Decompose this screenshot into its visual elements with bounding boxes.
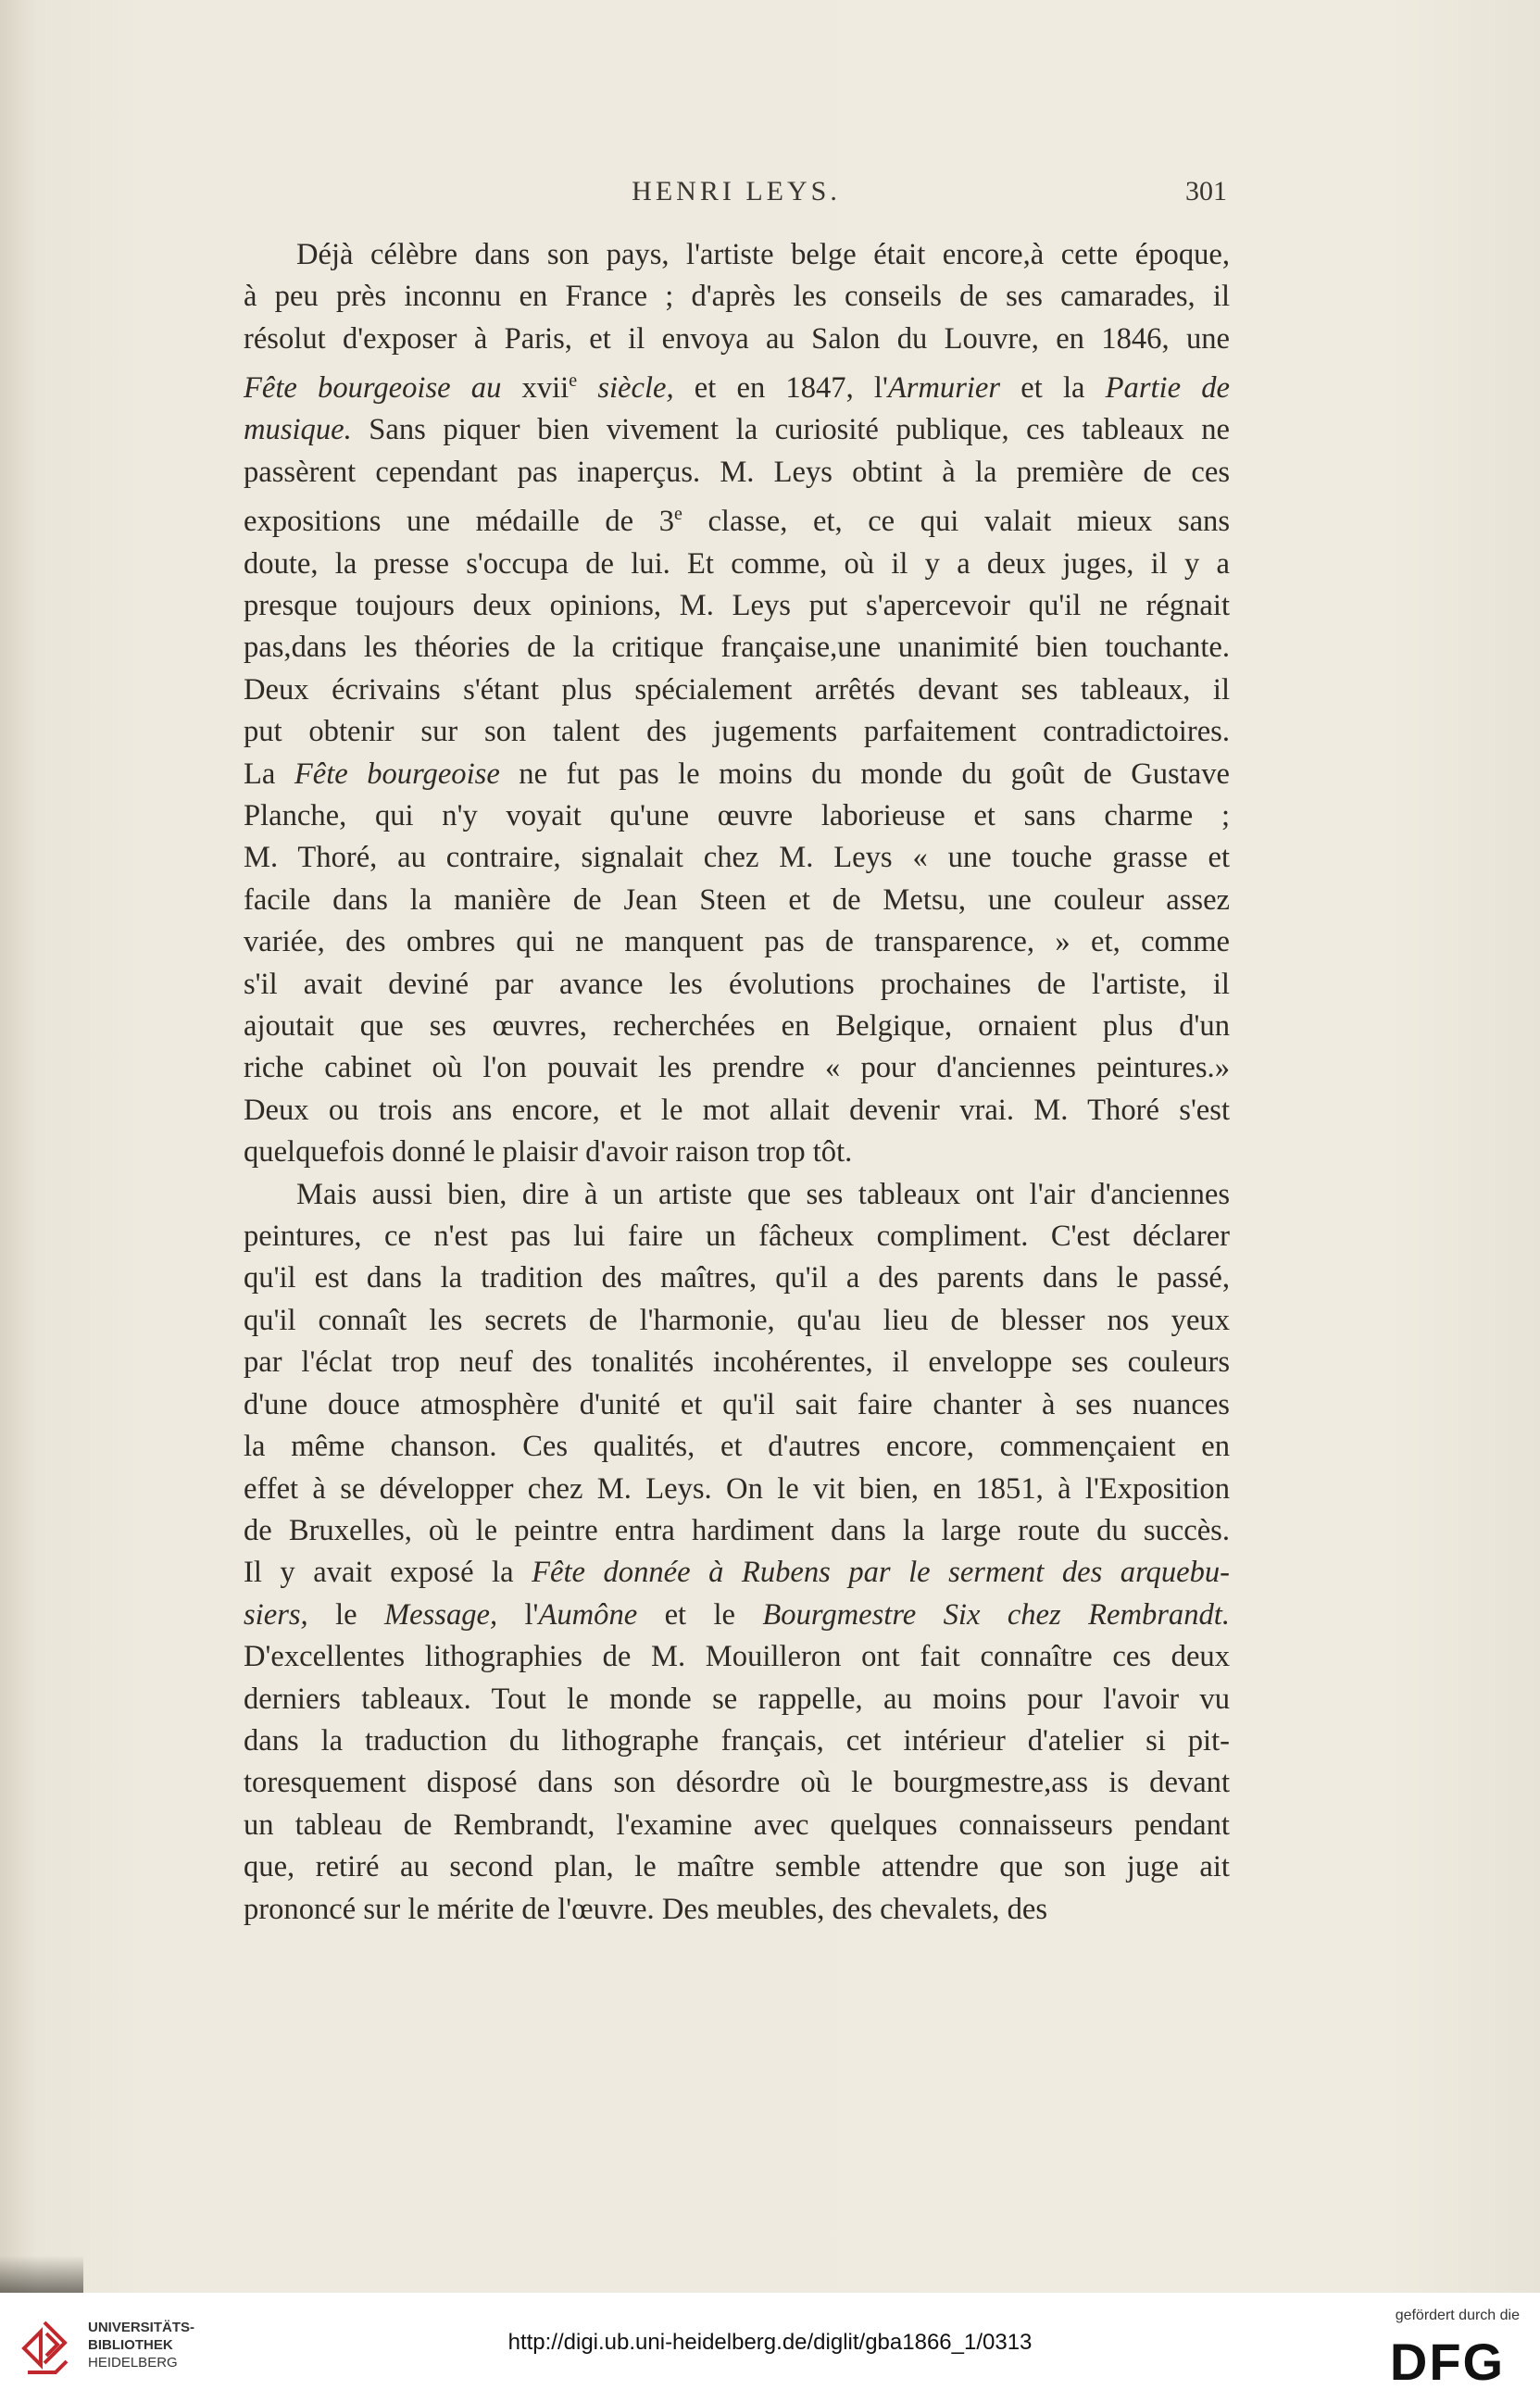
text-run: un tableau de Rembrandt, l'examine avec quelques connaisseurs pendant xyxy=(244,1808,1230,1842)
text-line xyxy=(244,795,1230,837)
text-run: Déjà célèbre dans son pays, l'artiste belge était encore,à cette époque, xyxy=(296,238,1230,271)
text-run: classe, et, ce qui valait mieux sans xyxy=(682,505,1231,539)
text-run: la même chanson. Ces qualités, et d'autres encore, commençaient en xyxy=(244,1430,1230,1464)
text-line xyxy=(244,1090,1230,1132)
text-line xyxy=(244,1846,1230,1888)
text-run: d'une douce atmosphère d'unité et qu'il sait faire chanter à ses nuances xyxy=(244,1387,1230,1421)
text-run: Mais aussi bien, dire à un artiste que ses tableaux ont l'air d'anciennes xyxy=(296,1177,1230,1211)
text-line xyxy=(244,1174,1230,1216)
text-line xyxy=(244,234,1230,276)
text-line xyxy=(244,627,1230,669)
text-line xyxy=(244,837,1230,879)
text-run: Deux ou trois ans encore, et le mot allait devenir vrai. M. Thoré s'est xyxy=(244,1093,1230,1127)
superscript: e xyxy=(569,370,578,392)
text-run: et la xyxy=(1000,371,1106,406)
text-run: par l'éclat trop neuf des tonalités incohérentes, il enveloppe ses couleurs xyxy=(244,1345,1230,1380)
text-line xyxy=(244,964,1230,1006)
text-run: prononcé sur le mérite de l'œuvre. Des meubles, des chevalets, des xyxy=(244,1892,1047,1926)
text-run: et en 1847, l' xyxy=(673,371,888,406)
text-line xyxy=(244,1510,1230,1552)
text-line xyxy=(244,1047,1230,1089)
text-line xyxy=(244,1426,1230,1468)
text-run: résolut d'exposer à Paris, et il envoya au Salon du Louvre, en 1846, une xyxy=(244,321,1230,356)
text-line xyxy=(244,1257,1230,1299)
text-run: doute, la presse s'occupa de lui. Et comme, où il y a deux juges, il y a xyxy=(244,546,1230,581)
text-line xyxy=(244,1636,1230,1678)
text-line xyxy=(244,1720,1230,1762)
italic-title: Aumône xyxy=(538,1597,638,1632)
italic-title: Partie de xyxy=(1105,371,1230,406)
text-line xyxy=(244,1805,1230,1846)
text-line xyxy=(244,360,1230,409)
text-line xyxy=(244,319,1230,360)
text-run: xvii xyxy=(501,371,570,406)
italic-title: Message, xyxy=(383,1597,498,1632)
text-run: La xyxy=(244,757,294,791)
text-line xyxy=(244,544,1230,585)
text-run: ne fut pas le moins du monde du goût de Gustave xyxy=(499,757,1230,791)
text-run: Planche, qui n'y voyait qu'une œuvre laborieuse et sans charme ; xyxy=(244,799,1230,832)
italic-title: Bourgmestre Six chez Rembrandt. xyxy=(762,1597,1230,1632)
viewer-footer xyxy=(0,2293,1540,2402)
text-run: que, retiré au second plan, le maître semble attendre que son juge ait xyxy=(244,1850,1230,1884)
text-run: qu'il est dans la tradition des maîtres, qu'il a des parents dans le passé, xyxy=(244,1261,1230,1295)
text-run: de Bruxelles, où le peintre entra hardiment dans la large route du succès. xyxy=(244,1513,1230,1547)
text-line xyxy=(244,1595,1230,1636)
text-run: ajoutait que ses œuvres, recherchées en Belgique, ornaient plus d'un xyxy=(244,1009,1230,1044)
text-line xyxy=(244,1342,1230,1383)
italic-title: siers, xyxy=(244,1597,308,1632)
text-line xyxy=(244,1679,1230,1720)
italic-title: Fête donnée à Rubens par le serment des arquebu- xyxy=(532,1556,1231,1590)
text-run: s'il avait deviné par avance les évolutions prochaines de l'artiste, il xyxy=(244,967,1230,1001)
text-run: D'excellentes lithographies de M. Mouilleron ont fait connaître ces deux xyxy=(244,1640,1230,1674)
library-name-line-3: HEIDELBERG xyxy=(88,2355,178,2371)
body-text xyxy=(244,234,1230,1931)
text-run: toresquement disposé dans son désordre où le bourgmestre,ass is devant xyxy=(244,1766,1230,1800)
text-line xyxy=(244,276,1230,318)
text-run: effet à se développer chez M. Leys. On le vit bien, en 1851, à l'Exposition xyxy=(244,1471,1230,1506)
italic-title: siècle, xyxy=(597,371,674,406)
text-line xyxy=(244,880,1230,921)
text-line xyxy=(244,1762,1230,1804)
text-run: riche cabinet où l'on pouvait les prendre « pour d'anciennes peintures.» xyxy=(244,1051,1230,1085)
page-edge-shadow xyxy=(0,2256,83,2293)
text-line xyxy=(244,452,1230,494)
text-run: Deux écrivains s'étant plus spécialement arrêtés devant ses tableaux, il xyxy=(244,672,1230,707)
text-run: Sans piquer bien vivement la curiosité publique, ces tableaux ne xyxy=(351,413,1230,447)
text-line xyxy=(244,669,1230,711)
funded-by-label: gefördert durch die xyxy=(1395,2308,1520,2323)
italic-title: musique. xyxy=(244,413,352,447)
text-run: presque toujours deux opinions, M. Leys put s'apercevoir qu'il ne régnait xyxy=(244,588,1230,622)
text-run: dans la traduction du lithographe français, cet intérieur d'atelier si pit- xyxy=(244,1723,1230,1758)
superscript: e xyxy=(674,504,682,525)
italic-title: Armurier xyxy=(887,371,1001,406)
text-line xyxy=(244,1216,1230,1257)
text-line xyxy=(244,1300,1230,1342)
text-run xyxy=(577,371,597,405)
library-name-line-1: UNIVERSITÄTS- xyxy=(88,2320,195,2335)
text-run: derniers tableaux. Tout le monde se rappelle, au moins pour l'avoir vu xyxy=(244,1682,1230,1716)
text-line xyxy=(244,1889,1230,1931)
text-run: variée, des ombres qui ne manquent pas de transparence, » et, comme xyxy=(244,925,1230,959)
text-run: quelquefois donné le plaisir d'avoir raison trop tôt. xyxy=(244,1135,853,1170)
page-header xyxy=(245,176,1227,219)
page-number: 301 xyxy=(1185,176,1227,206)
text-line xyxy=(244,409,1230,451)
text-run: et le xyxy=(637,1597,763,1632)
text-run: put obtenir sur son talent des jugements parfaitement contradictoires. xyxy=(244,715,1230,749)
text-run: pas,dans les théories de la critique française,une unanimité bien touchante. xyxy=(244,631,1230,665)
running-title: HENRI LEYS. xyxy=(632,176,841,206)
library-name-line-2: BIBLIOTHEK xyxy=(88,2337,173,2353)
text-line xyxy=(244,1006,1230,1047)
text-line xyxy=(244,585,1230,627)
document-url-link[interactable]: http://digi.ub.uni-heidelberg.de/diglit/gba1866_1/0313 xyxy=(507,2330,1033,2355)
text-run: expositions une médaille de 3 xyxy=(244,505,674,539)
text-run: le xyxy=(307,1597,384,1632)
text-line xyxy=(244,711,1230,753)
text-run: qu'il connaît les secrets de l'harmonie, qu'au lieu de blesser nos yeux xyxy=(244,1303,1230,1337)
text-line xyxy=(244,1132,1230,1173)
text-run: M. Thoré, au contraire, signalait chez M. Leys « une touche grasse et xyxy=(244,841,1230,875)
dfg-logo-icon[interactable] xyxy=(1375,2332,1520,2387)
text-line xyxy=(244,921,1230,963)
text-run: peintures, ce n'est pas lui faire un fâcheux compliment. C'est déclarer xyxy=(244,1220,1230,1254)
text-line xyxy=(244,754,1230,795)
text-run: passèrent cependant pas inaperçus. M. Leys obtint à la première de ces xyxy=(244,455,1230,489)
text-line xyxy=(244,1552,1230,1594)
text-run: Il y avait exposé la xyxy=(244,1556,532,1590)
italic-title: Fête bourgeoise au xyxy=(244,371,502,406)
text-run: l' xyxy=(497,1597,539,1632)
dfg-logo-text: DFG xyxy=(1389,2333,1506,2387)
italic-title: Fête bourgeoise xyxy=(294,757,500,791)
text-run: à peu près inconnu en France ; d'après les conseils de ses camarades, il xyxy=(244,280,1230,314)
text-line xyxy=(244,494,1230,543)
text-line xyxy=(244,1469,1230,1510)
text-line xyxy=(244,1384,1230,1426)
text-run: facile dans la manière de Jean Steen et de Metsu, une couleur assez xyxy=(244,882,1230,917)
